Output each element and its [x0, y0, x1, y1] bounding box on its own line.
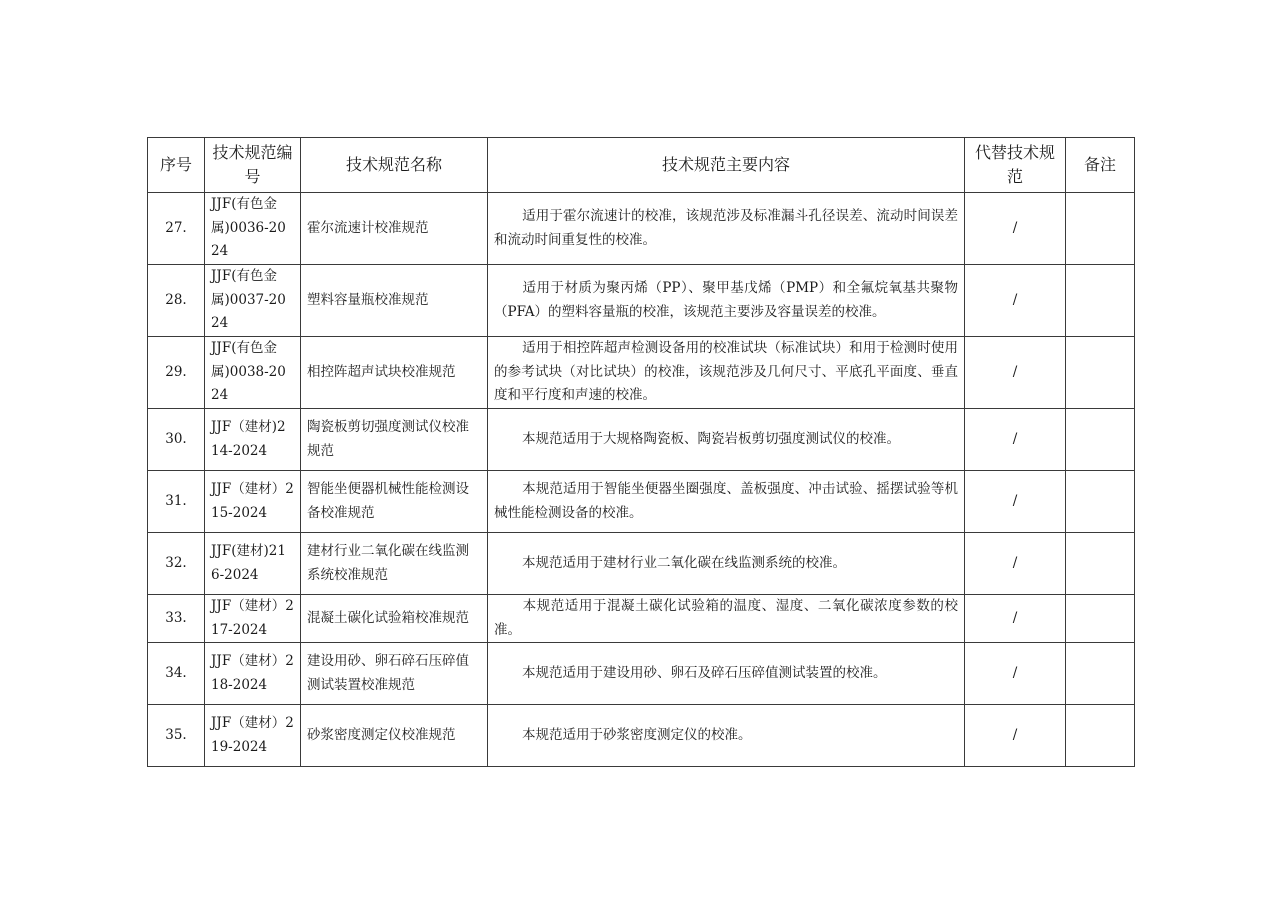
row-seq: 34.	[148, 643, 205, 705]
row-content	[488, 265, 965, 337]
header-remark: 备注	[1066, 138, 1135, 193]
row-name: 霍尔流速计校准规范	[301, 193, 488, 265]
row-name: 相控阵超声试块校准规范	[301, 337, 488, 409]
row-remark	[1066, 643, 1135, 705]
row-content	[488, 533, 965, 595]
row-code: JJF(有色金属)0038-2024	[205, 337, 301, 409]
row-content-text: 本规范适用于建材行业二氧化碳在线监测系统的校准。	[522, 554, 846, 571]
row-code: JJF（建材）219-2024	[205, 705, 301, 767]
row-seq: 27.	[148, 193, 205, 265]
row-name: 砂浆密度测定仪校准规范	[301, 705, 488, 767]
row-code: JJF（建材)214-2024	[205, 409, 301, 471]
table-row	[148, 193, 1135, 265]
calibration-spec-table	[147, 137, 1135, 767]
row-replace: /	[965, 705, 1066, 767]
row-remark	[1066, 705, 1135, 767]
row-seq: 35.	[148, 705, 205, 767]
row-replace: /	[965, 265, 1066, 337]
row-replace: /	[965, 409, 1066, 471]
row-name: 混凝土碳化试验箱校准规范	[301, 595, 488, 643]
table-row	[148, 471, 1135, 533]
row-content-text: 本规范适用于大规格陶瓷板、陶瓷岩板剪切强度测试仪的校准。	[522, 430, 900, 447]
row-content-text: 本规范适用于砂浆密度测定仪的校准。	[522, 726, 752, 743]
row-seq: 33.	[148, 595, 205, 643]
row-replace: /	[965, 337, 1066, 409]
table-row	[148, 643, 1135, 705]
row-seq: 30.	[148, 409, 205, 471]
row-replace: /	[965, 595, 1066, 643]
row-content	[488, 705, 965, 767]
header-seq: 序号	[148, 138, 205, 193]
row-replace: /	[965, 471, 1066, 533]
row-content	[488, 471, 965, 533]
row-remark	[1066, 595, 1135, 643]
header-code: 技术规范编号	[205, 138, 301, 193]
row-content-text: 本规范适用于智能坐便器坐圈强度、盖板强度、冲击试验、摇摆试验等机械性能检测设备的校准。	[494, 481, 958, 521]
row-remark	[1066, 193, 1135, 265]
row-remark	[1066, 265, 1135, 337]
table-row	[148, 409, 1135, 471]
row-seq: 29.	[148, 337, 205, 409]
row-name: 塑料容量瓶校准规范	[301, 265, 488, 337]
header-content: 技术规范主要内容	[488, 138, 965, 193]
row-content-text: 本规范适用于建设用砂、卵石及碎石压碎值测试装置的校准。	[522, 664, 887, 681]
row-name: 建设用砂、卵石碎石压碎值测试装置校准规范	[301, 643, 488, 705]
row-replace: /	[965, 193, 1066, 265]
row-content-text: 适用于材质为聚丙烯（PP）、聚甲基戊烯（PMP）和全氟烷氧基共聚物（PFA）的塑料容量瓶的校准，该规范主要涉及容量误差的校准。	[494, 280, 958, 320]
row-code: JJF（建材）218-2024	[205, 643, 301, 705]
table-row	[148, 595, 1135, 643]
row-code: JJF(有色金属)0037-2024	[205, 265, 301, 337]
row-name: 陶瓷板剪切强度测试仪校准规范	[301, 409, 488, 471]
table-row	[148, 705, 1135, 767]
row-content	[488, 409, 965, 471]
row-content	[488, 337, 965, 409]
table-row	[148, 533, 1135, 595]
row-code: JJF（建材）217-2024	[205, 595, 301, 643]
header-replace: 代替技术规范	[965, 138, 1066, 193]
row-content-text: 适用于霍尔流速计的校准，该规范涉及标准漏斗孔径误差、流动时间误差和流动时间重复性的校准。	[494, 208, 958, 248]
row-remark	[1066, 337, 1135, 409]
row-content	[488, 595, 965, 643]
row-seq: 28.	[148, 265, 205, 337]
row-remark	[1066, 409, 1135, 471]
table-row	[148, 337, 1135, 409]
row-content	[488, 643, 965, 705]
row-name: 建材行业二氧化碳在线监测系统校准规范	[301, 533, 488, 595]
row-replace: /	[965, 533, 1066, 595]
table-header	[148, 138, 1135, 193]
row-remark	[1066, 533, 1135, 595]
row-seq: 32.	[148, 533, 205, 595]
row-code: JJF（建材）215-2024	[205, 471, 301, 533]
row-content-text: 适用于相控阵超声检测设备用的校准试块（标准试块）和用于检测时使用的参考试块（对比试块）的校准，该规范涉及几何尺寸、平底孔平面度、垂直度和平行度和声速的校准。	[494, 340, 958, 404]
table-body	[148, 193, 1135, 767]
row-seq: 31.	[148, 471, 205, 533]
table-row	[148, 265, 1135, 337]
row-replace: /	[965, 643, 1066, 705]
row-content	[488, 193, 965, 265]
row-remark	[1066, 471, 1135, 533]
row-content-text: 本规范适用于混凝土碳化试验箱的温度、湿度、二氧化碳浓度参数的校准。	[494, 598, 958, 638]
row-name: 智能坐便器机械性能检测设备校准规范	[301, 471, 488, 533]
header-row	[148, 138, 1135, 193]
header-name: 技术规范名称	[301, 138, 488, 193]
row-code: JJF(建材)216-2024	[205, 533, 301, 595]
row-code: JJF(有色金属)0036-2024	[205, 193, 301, 265]
